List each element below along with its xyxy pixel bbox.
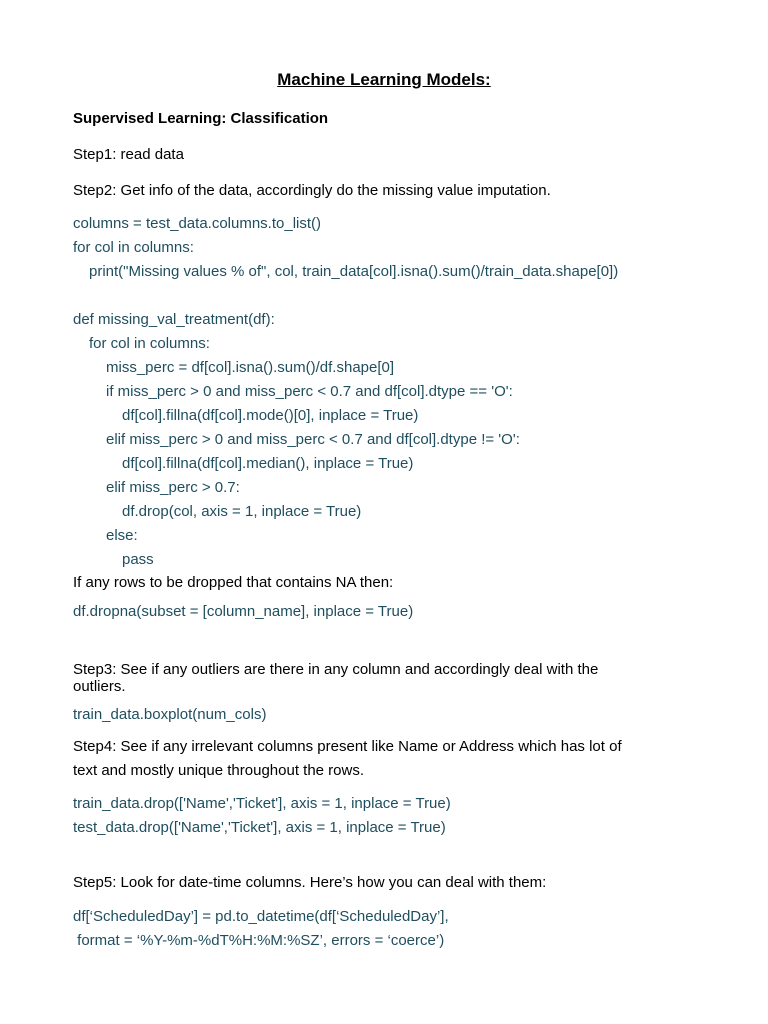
code-line: if miss_perc > 0 and miss_perc < 0.7 and df[col].dtype == 'O': [106,383,513,400]
code-line: elif miss_perc > 0 and miss_perc < 0.7 and df[col].dtype != 'O': [106,431,520,448]
code-line: test_data.drop(['Name','Ticket'], axis = 1, inplace = True) [73,819,446,836]
code-line: train_data.drop(['Name','Ticket'], axis = 1, inplace = True) [73,795,451,812]
code-line: def missing_val_treatment(df): [73,311,275,328]
code-line: else: [106,527,138,544]
code-line: df[col].fillna(df[col].mode()[0], inplace = True) [122,407,419,424]
code-line: print("Missing values % of", col, train_data[col].isna().sum()/train_data.shape[0]) [89,263,619,280]
code-line: df[‘ScheduledDay’] = pd.to_datetime(df[‘ScheduledDay’], [73,908,449,925]
code-line: for col in columns: [89,335,210,352]
code-line: df.dropna(subset = [column_name], inplace = True) [73,603,414,620]
dropna-note: If any rows to be dropped that contains NA then: [73,574,394,591]
code-line: format = ‘%Y-%m-%dT%H:%M:%SZ’, errors = ‘coerce’) [73,932,445,949]
code-line: columns = test_data.columns.to_list() [73,215,322,232]
code-line: df[col].fillna(df[col].median(), inplace = True) [122,455,414,472]
step5-text: Step5: Look for date-time columns. Here’s how you can deal with them: [73,874,547,891]
code-line: miss_perc = df[col].isna().sum()/df.shape[0] [106,359,395,376]
code-line: df.drop(col, axis = 1, inplace = True) [122,503,362,520]
step1-text: Step1: read data [73,146,184,163]
code-line: elif miss_perc > 0.7: [106,479,240,496]
step2-text: Step2: Get info of the data, accordingly do the missing value imputation. [73,182,551,199]
code-line: pass [122,551,154,568]
document-title: Machine Learning Models: [277,70,491,89]
section-subtitle: Supervised Learning: Classification [73,110,329,127]
code-line: for col in columns: [73,239,194,256]
step4-text-cont: text and mostly unique throughout the rows. [73,762,365,779]
step4-text: Step4: See if any irrelevant columns present like Name or Address which has lot of [73,738,622,755]
step3-text: Step3: See if any outliers are there in any column and accordingly deal with the [73,661,599,678]
code-line: train_data.boxplot(num_cols) [73,706,267,723]
step3-text-cont: outliers. [73,678,126,695]
